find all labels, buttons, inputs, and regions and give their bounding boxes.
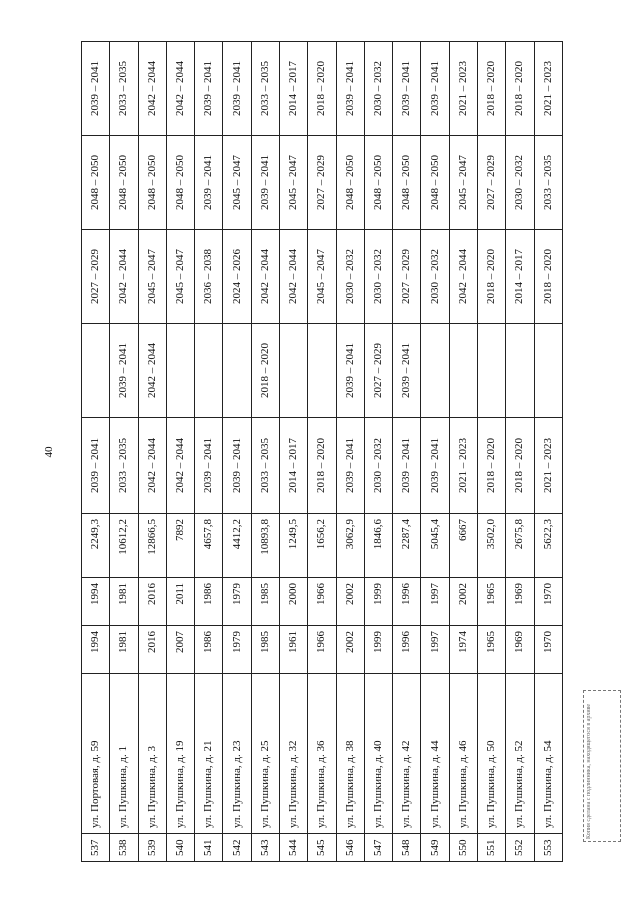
row-number-cell: 544 <box>279 834 307 862</box>
year-commissioned-cell: 1970 <box>534 578 563 626</box>
period-1-cell: 2030 – 2032 <box>364 418 392 514</box>
address-cell: ул. Пушкина, д. 38 <box>336 674 364 834</box>
address-cell: ул. Пушкина, д. 1 <box>110 674 138 834</box>
year-commissioned-cell: 1981 <box>110 578 138 626</box>
period-3-cell: 2045 – 2047 <box>308 230 336 324</box>
period-1-cell: 2033 – 2035 <box>251 418 279 514</box>
period-2-cell: 2039 – 2041 <box>110 324 138 418</box>
period-4-cell: 2048 – 2050 <box>393 136 421 230</box>
year-built-cell: 1970 <box>534 626 563 674</box>
period-1-cell: 2042 – 2044 <box>138 418 166 514</box>
table-row <box>251 42 279 862</box>
address-cell: ул. Портовая, д. 59 <box>82 674 110 834</box>
area-cell: 10612,2 <box>110 514 138 578</box>
address-cell: ул. Пушкина, д. 21 <box>195 674 223 834</box>
row-number-cell: 542 <box>223 834 251 862</box>
period-3-cell: 2036 – 2038 <box>195 230 223 324</box>
period-1-cell: 2039 – 2041 <box>195 418 223 514</box>
row-number-cell: 545 <box>308 834 336 862</box>
period-2-cell <box>166 324 194 418</box>
year-commissioned-cell: 1999 <box>364 578 392 626</box>
year-commissioned-cell: 2000 <box>279 578 307 626</box>
year-commissioned-cell: 2002 <box>336 578 364 626</box>
year-commissioned-cell: 2016 <box>138 578 166 626</box>
table-row <box>195 42 223 862</box>
period-3-cell: 2042 – 2044 <box>251 230 279 324</box>
period-5-cell: 2021 – 2023 <box>534 42 563 136</box>
year-commissioned-cell: 1985 <box>251 578 279 626</box>
address-cell: ул. Пушкина, д. 50 <box>477 674 505 834</box>
period-4-cell: 2033 – 2035 <box>534 136 563 230</box>
period-3-cell: 2014 – 2017 <box>506 230 534 324</box>
year-built-cell: 1994 <box>82 626 110 674</box>
period-1-cell: 2018 – 2020 <box>506 418 534 514</box>
year-built-cell: 1979 <box>223 626 251 674</box>
table-row <box>364 42 392 862</box>
period-2-cell: 2039 – 2041 <box>336 324 364 418</box>
period-2-cell: 2027 – 2029 <box>364 324 392 418</box>
period-3-cell: 2027 – 2029 <box>393 230 421 324</box>
table-row <box>308 42 336 862</box>
period-4-cell: 2045 – 2047 <box>449 136 477 230</box>
period-4-cell: 2039 – 2041 <box>195 136 223 230</box>
period-2-cell <box>449 324 477 418</box>
period-2-cell: 2042 – 2044 <box>138 324 166 418</box>
address-cell: ул. Пушкина, д. 23 <box>223 674 251 834</box>
table-body <box>82 42 563 862</box>
period-5-cell: 2033 – 2035 <box>251 42 279 136</box>
row-number-cell: 546 <box>336 834 364 862</box>
period-5-cell: 2030 – 2032 <box>364 42 392 136</box>
archive-stamp <box>583 690 621 842</box>
period-5-cell: 2018 – 2020 <box>477 42 505 136</box>
period-3-cell: 2045 – 2047 <box>138 230 166 324</box>
period-4-cell: 2048 – 2050 <box>364 136 392 230</box>
period-1-cell: 2033 – 2035 <box>110 418 138 514</box>
address-cell: ул. Пушкина, д. 25 <box>251 674 279 834</box>
period-3-cell: 2030 – 2032 <box>364 230 392 324</box>
address-cell: ул. Пушкина, д. 3 <box>138 674 166 834</box>
area-cell: 5045,4 <box>421 514 449 578</box>
page-number: 40 <box>43 446 55 458</box>
period-5-cell: 2039 – 2041 <box>82 42 110 136</box>
table-row <box>421 42 449 862</box>
period-3-cell: 2027 – 2029 <box>82 230 110 324</box>
period-2-cell <box>195 324 223 418</box>
area-cell: 3502,0 <box>477 514 505 578</box>
year-commissioned-cell: 1996 <box>393 578 421 626</box>
period-1-cell: 2021 – 2023 <box>449 418 477 514</box>
row-number-cell: 547 <box>364 834 392 862</box>
period-1-cell: 2042 – 2044 <box>166 418 194 514</box>
period-1-cell: 2039 – 2041 <box>82 418 110 514</box>
period-5-cell: 2039 – 2041 <box>421 42 449 136</box>
address-cell: ул. Пушкина, д. 54 <box>534 674 563 834</box>
table-row <box>336 42 364 862</box>
period-3-cell: 2018 – 2020 <box>477 230 505 324</box>
period-5-cell: 2018 – 2020 <box>506 42 534 136</box>
period-5-cell: 2018 – 2020 <box>308 42 336 136</box>
year-commissioned-cell: 1979 <box>223 578 251 626</box>
address-cell: ул. Пушкина, д. 19 <box>166 674 194 834</box>
housing-repair-table <box>81 41 563 862</box>
period-2-cell <box>506 324 534 418</box>
period-4-cell: 2048 – 2050 <box>82 136 110 230</box>
address-cell: ул. Пушкина, д. 42 <box>393 674 421 834</box>
year-built-cell: 1969 <box>506 626 534 674</box>
period-3-cell: 2042 – 2044 <box>110 230 138 324</box>
row-number-cell: 541 <box>195 834 223 862</box>
year-commissioned-cell: 1986 <box>195 578 223 626</box>
period-1-cell: 2018 – 2020 <box>477 418 505 514</box>
area-cell: 1249,5 <box>279 514 307 578</box>
period-5-cell: 2039 – 2041 <box>195 42 223 136</box>
year-built-cell: 1966 <box>308 626 336 674</box>
year-built-cell: 1986 <box>195 626 223 674</box>
table-row <box>279 42 307 862</box>
area-cell: 12866,5 <box>138 514 166 578</box>
table-row <box>82 42 110 862</box>
year-commissioned-cell: 1965 <box>477 578 505 626</box>
period-5-cell: 2021 – 2023 <box>449 42 477 136</box>
period-5-cell: 2014 – 2017 <box>279 42 307 136</box>
area-cell: 2249,3 <box>82 514 110 578</box>
area-cell: 4657,8 <box>195 514 223 578</box>
period-1-cell: 2039 – 2041 <box>393 418 421 514</box>
period-4-cell: 2048 – 2050 <box>421 136 449 230</box>
period-3-cell: 2042 – 2044 <box>279 230 307 324</box>
area-cell: 1656,2 <box>308 514 336 578</box>
period-1-cell: 2039 – 2041 <box>421 418 449 514</box>
year-commissioned-cell: 2011 <box>166 578 194 626</box>
period-5-cell: 2042 – 2044 <box>138 42 166 136</box>
period-4-cell: 2027 – 2029 <box>477 136 505 230</box>
period-2-cell <box>223 324 251 418</box>
period-4-cell: 2048 – 2050 <box>138 136 166 230</box>
area-cell: 5622,3 <box>534 514 563 578</box>
period-4-cell: 2048 – 2050 <box>336 136 364 230</box>
period-2-cell: 2039 – 2041 <box>393 324 421 418</box>
period-3-cell: 2018 – 2020 <box>534 230 563 324</box>
table-row <box>223 42 251 862</box>
row-number-cell: 543 <box>251 834 279 862</box>
period-4-cell: 2045 – 2047 <box>223 136 251 230</box>
period-4-cell: 2027 – 2029 <box>308 136 336 230</box>
table-row <box>393 42 421 862</box>
area-cell: 1846,6 <box>364 514 392 578</box>
area-cell: 7892 <box>166 514 194 578</box>
year-built-cell: 1996 <box>393 626 421 674</box>
address-cell: ул. Пушкина, д. 40 <box>364 674 392 834</box>
period-3-cell: 2030 – 2032 <box>421 230 449 324</box>
address-cell: ул. Пушкина, д. 44 <box>421 674 449 834</box>
period-2-cell <box>534 324 563 418</box>
row-number-cell: 537 <box>82 834 110 862</box>
period-4-cell: 2048 – 2050 <box>166 136 194 230</box>
row-number-cell: 540 <box>166 834 194 862</box>
period-1-cell: 2039 – 2041 <box>336 418 364 514</box>
row-number-cell: 552 <box>506 834 534 862</box>
period-5-cell: 2033 – 2035 <box>110 42 138 136</box>
period-2-cell <box>421 324 449 418</box>
period-1-cell: 2021 – 2023 <box>534 418 563 514</box>
period-3-cell: 2024 – 2026 <box>223 230 251 324</box>
year-built-cell: 1999 <box>364 626 392 674</box>
year-commissioned-cell: 1969 <box>506 578 534 626</box>
area-cell: 10893,8 <box>251 514 279 578</box>
period-5-cell: 2039 – 2041 <box>336 42 364 136</box>
year-built-cell: 2007 <box>166 626 194 674</box>
area-cell: 3062,9 <box>336 514 364 578</box>
row-number-cell: 551 <box>477 834 505 862</box>
period-2-cell: 2018 – 2020 <box>251 324 279 418</box>
row-number-cell: 539 <box>138 834 166 862</box>
area-cell: 6667 <box>449 514 477 578</box>
period-4-cell: 2030 – 2032 <box>506 136 534 230</box>
period-1-cell: 2014 – 2017 <box>279 418 307 514</box>
period-4-cell: 2048 – 2050 <box>110 136 138 230</box>
row-number-cell: 549 <box>421 834 449 862</box>
year-built-cell: 1961 <box>279 626 307 674</box>
period-4-cell: 2039 – 2041 <box>251 136 279 230</box>
period-2-cell <box>82 324 110 418</box>
period-3-cell: 2030 – 2032 <box>336 230 364 324</box>
address-cell: ул. Пушкина, д. 32 <box>279 674 307 834</box>
housing-table-wrapper <box>81 42 563 862</box>
period-1-cell: 2018 – 2020 <box>308 418 336 514</box>
table-row <box>449 42 477 862</box>
row-number-cell: 548 <box>393 834 421 862</box>
period-5-cell: 2039 – 2041 <box>393 42 421 136</box>
row-number-cell: 538 <box>110 834 138 862</box>
period-3-cell: 2045 – 2047 <box>166 230 194 324</box>
period-2-cell <box>308 324 336 418</box>
period-5-cell: 2042 – 2044 <box>166 42 194 136</box>
period-2-cell <box>279 324 307 418</box>
period-1-cell: 2039 – 2041 <box>223 418 251 514</box>
table-row <box>534 42 563 862</box>
year-built-cell: 1965 <box>477 626 505 674</box>
row-number-cell: 550 <box>449 834 477 862</box>
year-built-cell: 1985 <box>251 626 279 674</box>
period-5-cell: 2039 – 2041 <box>223 42 251 136</box>
period-2-cell <box>477 324 505 418</box>
period-3-cell: 2042 – 2044 <box>449 230 477 324</box>
year-commissioned-cell: 1994 <box>82 578 110 626</box>
year-commissioned-cell: 1966 <box>308 578 336 626</box>
year-built-cell: 2002 <box>336 626 364 674</box>
row-number-cell: 553 <box>534 834 563 862</box>
year-built-cell: 1981 <box>110 626 138 674</box>
address-cell: ул. Пушкина, д. 36 <box>308 674 336 834</box>
year-built-cell: 1997 <box>421 626 449 674</box>
area-cell: 4412,2 <box>223 514 251 578</box>
address-cell: ул. Пушкина, д. 46 <box>449 674 477 834</box>
address-cell: ул. Пушкина, д. 52 <box>506 674 534 834</box>
year-commissioned-cell: 1997 <box>421 578 449 626</box>
table-row <box>506 42 534 862</box>
table-row <box>138 42 166 862</box>
area-cell: 2287,4 <box>393 514 421 578</box>
area-cell: 2675,8 <box>506 514 534 578</box>
stamp-text: Копия сделана с подлинника, находящегося в архиве <box>586 704 592 839</box>
year-commissioned-cell: 2002 <box>449 578 477 626</box>
table-row <box>110 42 138 862</box>
table-row <box>166 42 194 862</box>
period-4-cell: 2045 – 2047 <box>279 136 307 230</box>
year-built-cell: 2016 <box>138 626 166 674</box>
table-row <box>477 42 505 862</box>
year-built-cell: 1974 <box>449 626 477 674</box>
